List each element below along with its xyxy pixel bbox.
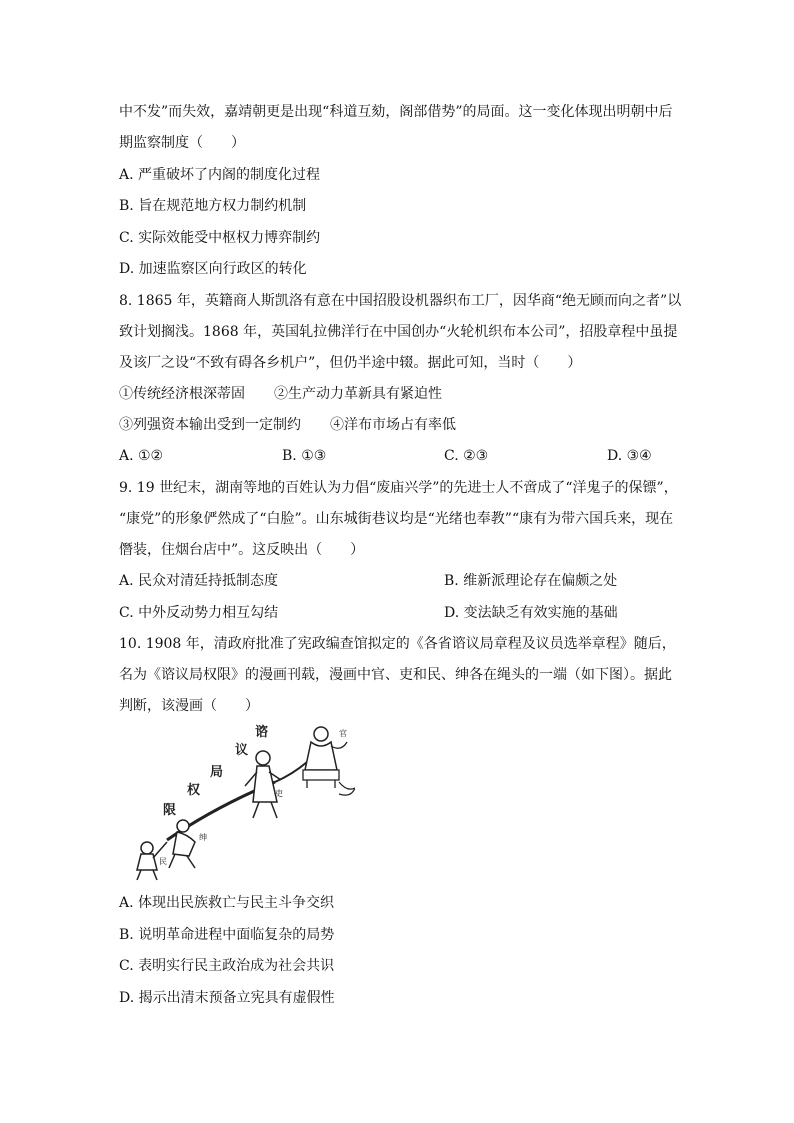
q10-stem-line-1: 10. 1908 年，清政府批准了宪政编查馆拟定的《各省谘议局章程及议员选举章程》随后，: [119, 636, 676, 652]
cartoon-label-guan: 官: [339, 729, 347, 738]
q9-option-a[interactable]: A. 民众对清廷持抵制态度: [119, 573, 279, 589]
q8-stem-line-2: 致计划搁浅。1868 年，英国轧拉佛洋行在中国创办“火轮机织布本公司”，招股章程中虽提: [119, 324, 678, 340]
q10-stem-line-2: 名为《谘议局权限》的漫画刊载，漫画中官、吏和民、绅各在绳头的一端（如下图）。据此: [119, 667, 672, 683]
cartoon-official-figure: [303, 727, 355, 795]
q8-option-c[interactable]: C. ②③: [444, 448, 489, 464]
q8-stem-line-3: 及该厂之设“不致有碍各乡机户”，但仍半途中辍。据此可知，当时（ ）: [119, 355, 582, 371]
q8-option-d[interactable]: D. ③④: [607, 448, 652, 464]
q8-statement-3: ③列强资本输出受到一定制约: [119, 417, 301, 433]
cartoon-char-quan: 权: [187, 783, 201, 798]
q8-statement-1: ①传统经济根深蒂固: [119, 386, 245, 402]
q8-stem-line-1: 8. 1865 年，英籍商人斯凯洛有意在中国招股设机器织布工厂，因华商“绝无顾而向之者”以: [119, 293, 682, 309]
cartoon-label-shen: 绅: [199, 833, 207, 842]
cartoon-illustration: [125, 722, 355, 882]
q9-stem-line-3: 僭装，住烟台店中”。这反映出（ ）: [119, 542, 365, 558]
q8-statement-4: ④洋布市场占有率低: [330, 417, 456, 433]
q7-option-b[interactable]: B. 旨在规范地方权力制约机制: [119, 198, 307, 214]
cartoon-char-xian: 限: [163, 803, 177, 818]
q10-option-d[interactable]: D. 揭示出清末预备立宪具有虚假性: [119, 990, 335, 1006]
q7-option-a[interactable]: A. 严重破坏了内阁的制度化过程: [119, 167, 321, 183]
q9-option-c[interactable]: C. 中外反动势力相互勾结: [119, 605, 279, 621]
q9-option-b[interactable]: B. 维新派理论存在偏颇之处: [444, 573, 618, 589]
q9-stem-line-1: 9. 19 世纪末，湖南等地的百姓认为力倡“废庙兴学”的先进士人不啻成了“洋鬼子的保镖”，: [119, 480, 678, 496]
q9-option-d[interactable]: D. 变法缺乏有效实施的基础: [444, 605, 618, 621]
cartoon-char-yi: 议: [235, 743, 249, 758]
q10-option-c[interactable]: C. 表明实行民主政治成为社会共识: [119, 958, 335, 974]
cartoon-char-ju: 局: [210, 765, 224, 780]
q7-stem-line-1: 中不发”而失效，嘉靖朝更是出现“科道互劾，阁部借势”的局面。这一变化体现出明朝中后: [119, 104, 673, 120]
cartoon-gentry-figure: [169, 820, 195, 868]
q10-option-a[interactable]: A. 体现出民族救亡与民主斗争交织: [119, 895, 335, 911]
q7-option-c[interactable]: C. 实际效能受中枢权力博弈制约: [119, 230, 321, 246]
cartoon-clerk-figure: [245, 751, 281, 818]
q8-statement-2: ②生产动力革新具有紧迫性: [274, 386, 442, 402]
cartoon-char-zi: 谘: [255, 725, 269, 740]
cartoon-label-min: 民: [159, 857, 167, 866]
q8-option-a[interactable]: A. ①②: [119, 448, 164, 464]
q7-stem-line-2: 期监察制度（ ）: [119, 135, 245, 151]
q10-option-b[interactable]: B. 说明革命进程中面临复杂的局势: [119, 927, 335, 943]
q8-option-b[interactable]: B. ①③: [282, 448, 327, 464]
q10-stem-line-3: 判断，该漫画（ ）: [119, 698, 259, 714]
cartoon-label-li: 吏: [275, 789, 283, 798]
q9-stem-line-2: “康党”的形象俨然成了“白脸”。山东城街巷议均是“光绪也奉教”“康有为带六国兵来，现在: [119, 511, 674, 527]
q7-option-d[interactable]: D. 加速监察区向行政区的转化: [119, 261, 307, 277]
